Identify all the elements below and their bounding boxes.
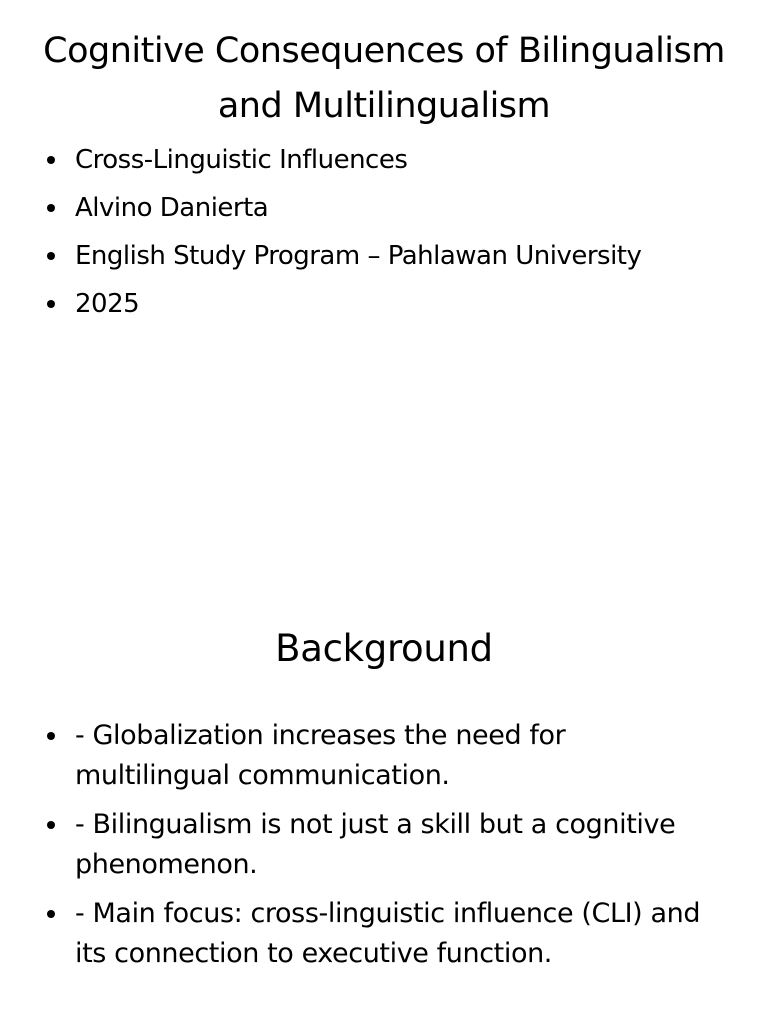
bullet-icon xyxy=(47,910,55,918)
bullet-item xyxy=(40,188,728,228)
bullet-item xyxy=(40,140,728,180)
bullet-text: English Study Program – Pahlawan University xyxy=(75,241,642,271)
bullet-item xyxy=(40,805,728,885)
bullet-list xyxy=(40,716,728,983)
bullet-item xyxy=(40,716,728,796)
bullet-icon xyxy=(47,300,55,308)
bullet-item xyxy=(40,284,728,324)
bullet-text: Alvino Danierta xyxy=(75,193,269,223)
bullet-text: Cross-Linguistic Influences xyxy=(75,145,408,175)
slide-title: Cognitive Consequences of Bilingualism and Multilingualism xyxy=(43,31,725,126)
bullet-icon xyxy=(47,252,55,260)
bullet-icon xyxy=(47,821,55,829)
bullet-list xyxy=(40,140,728,332)
background-slide xyxy=(0,512,768,1024)
bullet-text: - Bilingualism is not just a skill but a cognitive phenomenon. xyxy=(75,809,676,880)
bullet-text: 2025 xyxy=(75,289,140,319)
bullet-icon xyxy=(47,204,55,212)
bullet-item xyxy=(40,894,728,974)
bullet-icon xyxy=(47,156,55,164)
bullet-text: - Globalization increases the need for multilingual communication. xyxy=(75,720,566,791)
bullet-text: - Main focus: cross-linguistic influence (CLI) and its connection to executive function. xyxy=(75,898,701,969)
bullet-item xyxy=(40,236,728,276)
slide-title: Background xyxy=(275,627,493,670)
bullet-icon xyxy=(47,732,55,740)
